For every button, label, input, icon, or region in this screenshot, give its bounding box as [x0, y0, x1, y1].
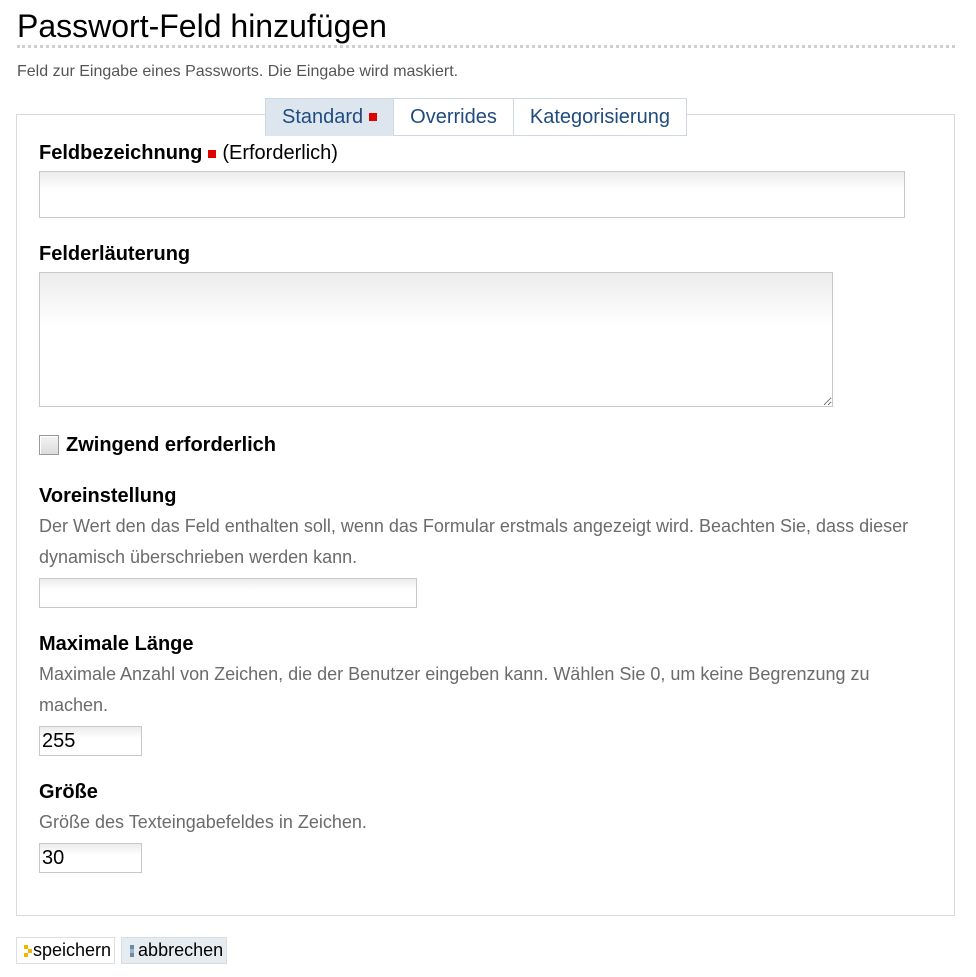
form-actions [16, 937, 233, 964]
field-description-textarea[interactable] [39, 272, 833, 407]
max-length-help: Maximale Anzahl von Zeichen, die der Benutzer eingeben kann. Wählen Sie 0, um keine Begrenzung zu machen. [39, 664, 870, 715]
default-value-input[interactable] [39, 578, 417, 608]
cancel-icon [126, 944, 136, 958]
title-divider [17, 45, 955, 48]
max-length-input[interactable] [39, 726, 142, 756]
field-label-text: Feldbezeichnung [39, 142, 203, 164]
page-title: Passwort-Feld hinzufügen [17, 8, 387, 44]
required-checkbox-row [39, 433, 276, 457]
tab-standard-label: Standard [282, 106, 364, 128]
size-heading: Größe [39, 781, 98, 803]
max-length-heading: Maximale Länge [39, 633, 194, 655]
required-text: (Erforderlich) [222, 142, 338, 164]
cancel-button-label: abbrechen [138, 940, 224, 960]
save-button[interactable] [16, 937, 115, 964]
tab-overrides[interactable] [393, 98, 513, 136]
required-checkbox-label[interactable]: Zwingend erforderlich [66, 433, 277, 456]
default-value-heading: Voreinstellung [39, 485, 177, 507]
page-subtitle: Feld zur Eingabe eines Passworts. Die Eingabe wird maskiert. [17, 63, 459, 80]
field-label-input[interactable] [39, 171, 905, 218]
size-input[interactable] [39, 843, 142, 873]
save-icon [21, 944, 31, 958]
save-button-label: speichern [33, 940, 112, 960]
required-marker-icon [208, 150, 216, 158]
tab-kategorisierung-label: Kategorisierung [529, 106, 670, 128]
required-marker-icon [369, 113, 377, 121]
cancel-button[interactable] [121, 937, 227, 964]
tab-standard[interactable] [265, 98, 393, 136]
default-value-help: Der Wert den das Feld enthalten soll, wenn das Formular erstmals angezeigt wird. Beachten Sie, dass dieser dynamisch überschrieben werden kann. [39, 516, 909, 567]
tab-kategorisierung[interactable] [513, 98, 687, 136]
tab-overrides-label: Overrides [410, 106, 497, 128]
field-label-heading [39, 141, 338, 165]
field-description-heading: Felderläuterung [39, 243, 191, 265]
required-checkbox[interactable] [39, 435, 59, 455]
tab-bar [265, 98, 687, 136]
size-help: Größe des Texteingabefeldes in Zeichen. [39, 812, 367, 832]
